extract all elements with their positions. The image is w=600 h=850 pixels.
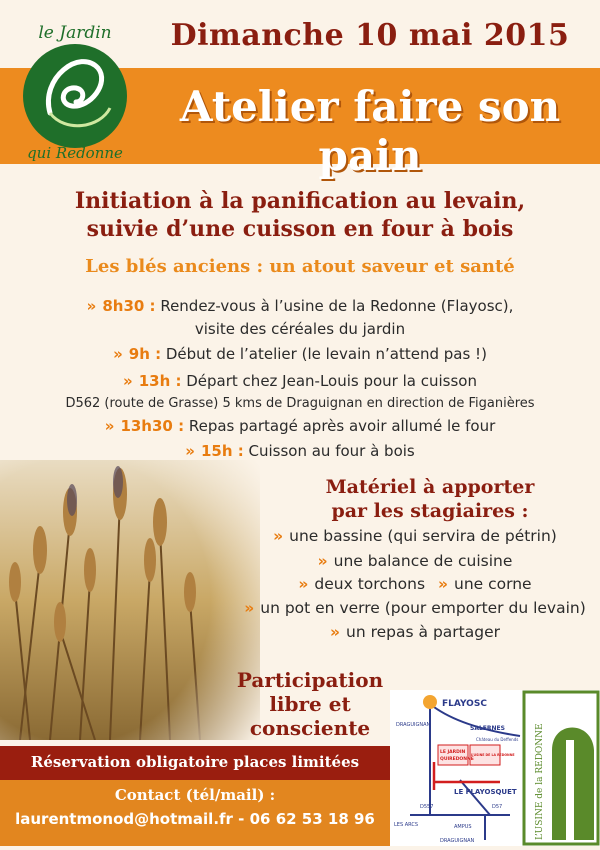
- arrow-icon: »: [113, 345, 123, 363]
- logo-top-text: le Jardin: [38, 23, 112, 43]
- arrow-icon: »: [330, 623, 341, 641]
- map-label-draguignan-bottom: DRAGUIGNAN: [440, 838, 475, 844]
- material-item: » une bassine (qui servira de pétrin): [273, 527, 557, 545]
- arrow-icon: »: [123, 372, 133, 390]
- schedule-item: visite des céréales du jardin: [194, 320, 406, 338]
- intro-line-3: Les blés anciens : un atout saveur et santé: [85, 256, 515, 277]
- intro-line-1: Initiation à la panification au levain,: [74, 188, 526, 214]
- contact-title: Contact (tél/mail) :: [114, 786, 276, 804]
- map-label-quiredonne: QUIREDONNE: [440, 757, 474, 762]
- arrow-icon: »: [185, 442, 195, 460]
- map-label-d57: D57: [492, 804, 503, 810]
- arrow-icon: »: [273, 527, 284, 545]
- logo-bottom-text: qui Redonne: [27, 144, 123, 162]
- arrow-icon: »: [317, 552, 328, 570]
- schedule-item: » 15h : Cuisson au four à bois: [185, 442, 415, 460]
- map-label-chateau: Château du Deffends: [476, 737, 519, 742]
- map-label-draguignan-top: DRAGUIGNAN: [396, 722, 431, 728]
- participation-note: Participation libre et consciente: [236, 668, 384, 740]
- intro-line-2: suivie d’une cuisson en four à bois: [86, 216, 514, 242]
- material-item: » une balance de cuisine: [317, 552, 513, 570]
- schedule-item: » 13h : Départ chez Jean-Louis pour la cuisson: [123, 372, 477, 390]
- map-label-le-jardin: LE JARDIN: [440, 750, 466, 755]
- arrow-icon: »: [104, 417, 115, 435]
- material-item: » un pot en verre (pour emporter du levain): [244, 599, 586, 617]
- contact-details: laurentmonod@hotmail.fr - 06 62 53 18 96: [15, 810, 375, 828]
- reservation-text: Réservation obligatoire places limitées: [30, 753, 360, 771]
- page-title: Atelier faire son pain: [179, 82, 561, 180]
- arrow-icon: »: [244, 599, 255, 617]
- material-item: » un repas à partager: [330, 623, 500, 641]
- schedule-item: » 9h : Début de l’atelier (le levain n’attend pas !): [113, 345, 487, 363]
- map-label-flayosc: FLAYOSC: [442, 699, 487, 709]
- event-date: Dimanche 10 mai 2015: [170, 18, 570, 53]
- map-label-flayosquet: LE FLAYOSQUET: [454, 788, 517, 796]
- schedule-item: D562 (route de Grasse) 5 kms de Draguignan en direction de Figanières: [65, 396, 535, 411]
- material-title-1: Matériel à apporter: [325, 476, 535, 498]
- location-map: [390, 690, 522, 846]
- map-label-les-arcs: LES ARCS: [394, 822, 419, 828]
- map-label-ampus: AMPUS: [454, 824, 472, 830]
- usine-logo: [522, 690, 600, 846]
- map-label-salernes: SALERNES: [470, 725, 505, 732]
- arrow-icon: »: [437, 575, 448, 593]
- schedule-item: » 8h30 : Rendez-vous à l’usine de la Redonne (Flayosc),: [86, 297, 514, 315]
- logo: [10, 8, 140, 163]
- map-label-d557: D557: [420, 804, 434, 810]
- arrow-icon: »: [298, 575, 309, 593]
- usine-vertical-text: L’USINE de la REDONNE: [535, 723, 545, 840]
- map-label-usine: L’USINE DE LA REDONNE: [471, 753, 515, 757]
- arrow-icon: »: [86, 297, 97, 315]
- material-title-2: par les stagiaires :: [331, 500, 529, 522]
- schedule-item: » 13h30 : Repas partagé après avoir allumé le four: [104, 417, 496, 435]
- material-item: » deux torchons » une corne: [298, 575, 532, 593]
